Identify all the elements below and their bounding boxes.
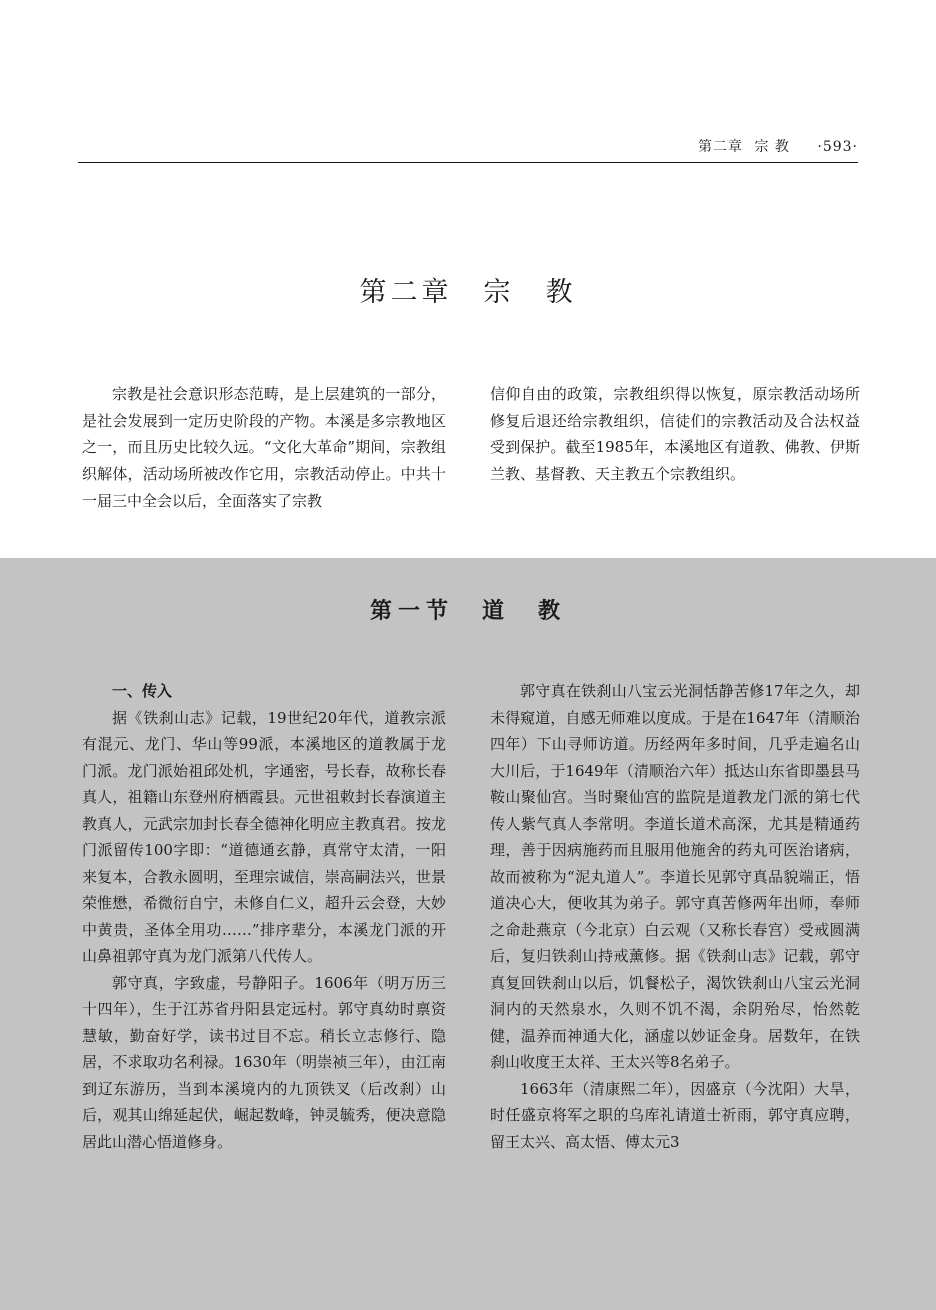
header-topic: 宗 教 xyxy=(754,139,790,155)
intro-paragraph-right: 信仰自由的政策，宗教组织得以恢复，原宗教活动场所修复后退还给宗教组织，信徒们的宗教活动及合法权益受到保护。截至1985年，本溪地区有道教、佛教、伊斯兰教、基督教、天主教五个宗教组织。 xyxy=(490,385,860,484)
subheading: 一、传入 xyxy=(112,682,173,700)
header-chapter: 第二章 xyxy=(698,139,744,155)
body-paragraph: 1663年（清康熙二年），因盛京（今沈阳）大旱，时任盛京将军之职的乌库礼请道士祈雨，郭守真应聘，留王太兴、高太悟、傅太元3 xyxy=(490,1079,860,1151)
body-left-column xyxy=(82,678,446,1155)
running-header-text xyxy=(692,136,858,156)
running-header xyxy=(78,130,858,163)
body-paragraph: 郭守真在铁刹山八宝云光洞恬静苦修17年之久，却未得窥道，自感无师难以度成。于是在1647年（清顺治四年）下山寻师访道。历经两年多时间，几乎走遍名山大川后，于1649年（清顺治六年）抵达山东省即墨县马鞍山聚仙宫。当时聚仙宫的监院是道教龙门派的第七代传人紫气真人李常明。李道长道术高深，尤其是精通药理，善于因病施药而且服用他施舍的药丸可医治诸病，故而被称为“泥丸道人”。李道长见郭守真品貌端正，悟道决心大，便收其为弟子。郭守真苦修两年出师，奉师之命赴燕京（今北京）白云观（又称长春宫）受戒圆满后，复归铁刹山持戒薰修。据《铁刹山志》记载，郭守真复回铁刹山以后，饥餐松子，渴饮铁刹山八宝云光洞洞内的天然泉水，久则不饥不渴，余阴殆尽，怡然乾健，温养而神通大化，涵虚以妙证金身。居数年，在铁刹山收度王太祥、王太兴等8名弟子。 xyxy=(490,682,860,1071)
body-paragraph: 据《铁刹山志》记载，19世纪20年代，道教宗派有混元、龙门、华山等99派，本溪地区的道教属于龙门派。龙门派始祖邱处机，字通密，号长春，故称长春真人，祖籍山东登州府栖霞县。元世祖敕封长春演道主教真人，元武宗加封长春全德神化明应主教真君。按龙门派留传100字即：“道德通玄静，真常守太清，一阳来复本，合教永圆明，至理宗诚信，崇高嗣法兴，世景荣惟懋，希微衍自宁，未修自仁义，超升云会登，大妙中黄贵，圣体全用功……”排序辈分，本溪龙门派的开山鼻祖郭守真为龙门派第八代传人。 xyxy=(82,708,446,965)
body-paragraph: 郭守真，字致虚，号静阳子。1606年（明万历三十四年），生于江苏省丹阳县定远村。郭守真幼时禀资慧敏，勤奋好学，读书过目不忘。稍长立志修行、隐居，不求取功名利禄。1630年（明崇祯三年），由江南到辽东游历，当到本溪境内的九顶铁叉（后改刹）山后，观其山绵延起伏，崛起数峰，钟灵毓秀，便决意隐居此山潜心悟道修身。 xyxy=(82,973,446,1151)
chapter-title: 第二章 宗 教 xyxy=(359,277,577,308)
intro-paragraph-left: 宗教是社会意识形态范畴，是上层建筑的一部分，是社会发展到一定历史阶段的产物。本溪是多宗教地区之一，而且历史比较久远。“文化大革命”期间，宗教组织解体，活动场所被改作它用，宗教活动停止。中共十一届三中全会以后，全面落实了宗教 xyxy=(82,385,446,510)
intro-left-column xyxy=(82,381,446,515)
body-right-column xyxy=(490,678,860,1155)
page-number: ·593· xyxy=(817,139,858,155)
section-title: 第一节 道 教 xyxy=(369,598,566,624)
intro-right-column xyxy=(490,381,860,488)
